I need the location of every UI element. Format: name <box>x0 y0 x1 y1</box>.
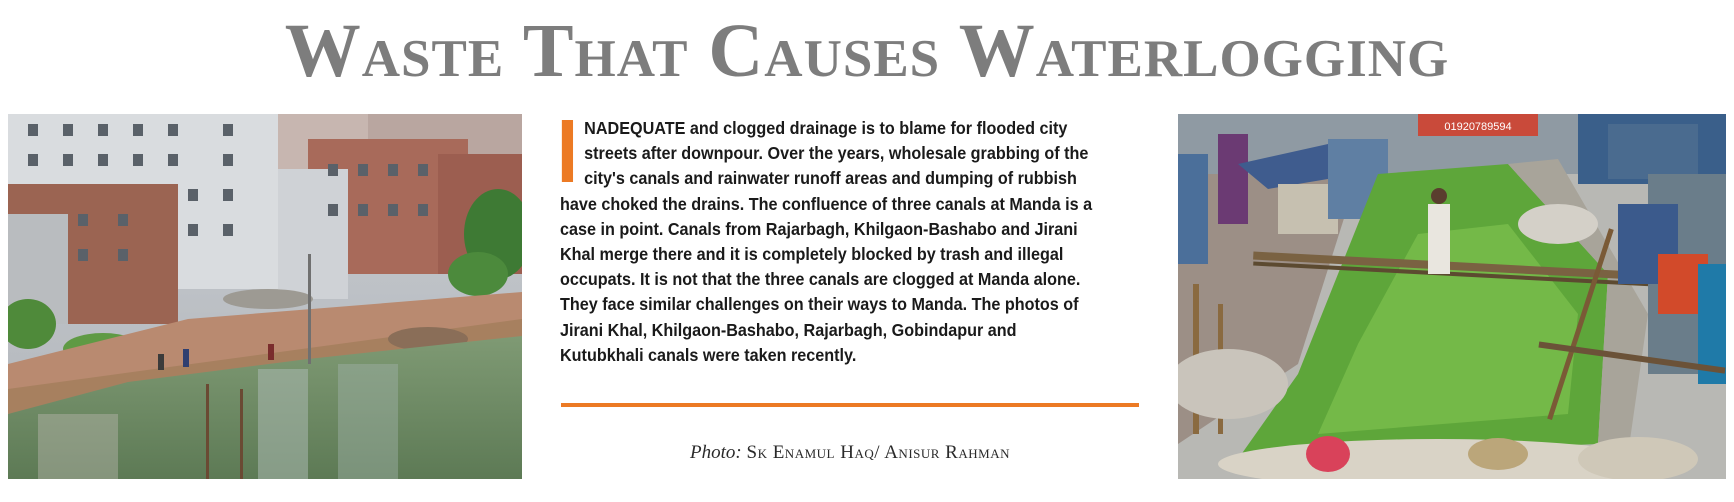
photo-credit-names: Sk Enamul Haq/ Anisur Rahman <box>746 442 1010 463</box>
photo-credit-label: Photo: <box>690 442 742 463</box>
canal-photo-right <box>1178 114 1726 479</box>
canal-photo-left <box>8 114 522 479</box>
dropcap-i <box>562 120 573 182</box>
photo-credit <box>561 442 1139 464</box>
story-text <box>560 116 1099 368</box>
headline: Waste That Causes Waterlogging <box>284 9 1450 93</box>
market-sign-text: 01920789594 <box>1444 121 1512 133</box>
story-body: NADEQUATE and clogged drainage is to blame for flooded city streets after downpour. Over the years, wholesale grabbing of the city's canals and rainwater runoff areas and dumping of rubbish have choked the drains. The confluence of three canals at Manda is a case in point. Canals from Rajarbagh, Khilgaon-Bashabo and Jirani Khal merge there and it is completely blocked by trash and illegal occupats. It is not that the three canals are clogged at Manda alone. They face similar challenges on their ways to Manda. The photos of Jirani Khal, Khilgaon-Bashabo, Rajarbagh, Gobindapur and Kutubkhali canals were taken recently. <box>560 118 1093 365</box>
orange-divider <box>561 403 1139 407</box>
